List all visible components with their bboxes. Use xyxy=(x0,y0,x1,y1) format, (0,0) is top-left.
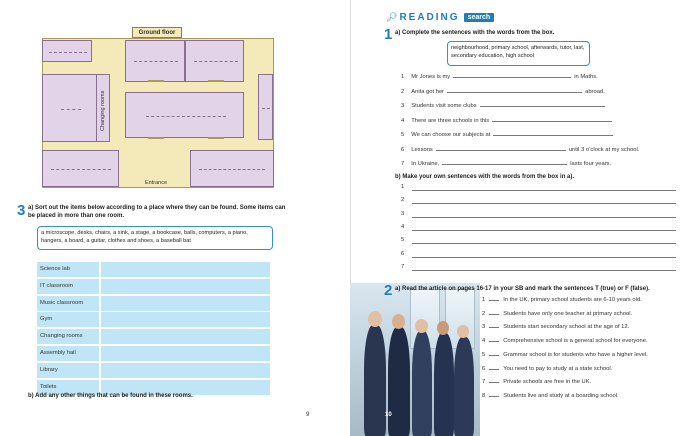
sentence-start: Mr Jones is my xyxy=(411,74,451,80)
statement-text: In the UK, primary school students are 6-10 years old. xyxy=(503,297,642,303)
tf-statement xyxy=(482,309,632,317)
statement-number: 8 xyxy=(482,392,486,399)
sentence-end: abroad. xyxy=(585,88,605,95)
plan-room xyxy=(190,150,274,187)
sentence-end: in Maths. xyxy=(574,74,598,80)
room-answer-field[interactable] xyxy=(101,346,270,361)
tf-statement xyxy=(482,322,629,330)
own-line-number: 3 xyxy=(401,210,405,217)
room-row xyxy=(37,262,270,277)
room-label: Science lab xyxy=(37,262,99,277)
tf-answer-blank[interactable] xyxy=(489,350,499,356)
tf-answer-blank[interactable] xyxy=(489,309,499,315)
exercise-3-instruction-b: b) Add any other things that can be found in these rooms. xyxy=(28,393,193,399)
statement-number: 4 xyxy=(482,338,486,345)
plan-room xyxy=(185,40,244,82)
statement-text: Students start secondary school at the age of 12. xyxy=(503,324,630,331)
tf-answer-blank[interactable] xyxy=(489,377,499,383)
room-answer-field[interactable] xyxy=(101,363,270,378)
own-sentence-line[interactable] xyxy=(412,243,676,244)
sentence-start: Lessons xyxy=(411,146,433,153)
room-label: Assembly hall xyxy=(37,346,99,361)
ex1-sentence xyxy=(401,101,608,109)
statement-text: Grammar school is for students who have a higher level. xyxy=(503,351,648,358)
ex1-sentence xyxy=(401,145,639,153)
plan-room xyxy=(258,74,273,140)
magnifier-icon: 🔎︎ xyxy=(386,12,398,22)
room-answer-field[interactable] xyxy=(101,296,270,311)
statement-text: Private schools are free in the UK. xyxy=(503,379,592,386)
own-line-number: 6 xyxy=(401,250,405,257)
own-line-number: 2 xyxy=(401,197,405,204)
room-label: Toilets xyxy=(37,380,99,395)
plan-door xyxy=(148,80,164,82)
plan-door xyxy=(208,137,224,139)
sentence-end: lasts four years. xyxy=(570,161,612,167)
own-line-number: 4 xyxy=(401,223,405,230)
exercise-1-number: 1 xyxy=(384,26,393,43)
sentence-start: Students visit some clubs xyxy=(411,103,477,109)
entrance-label: Entrance xyxy=(145,180,168,186)
plan-door xyxy=(148,137,164,139)
statement-text: Students have only one teacher at primary school. xyxy=(503,310,633,317)
statement-number: 2 xyxy=(482,310,486,317)
sentence-start: In Ukraine, xyxy=(411,161,440,167)
plan-room xyxy=(125,40,185,82)
own-sentence-line[interactable] xyxy=(412,190,676,191)
sentence-number: 4 xyxy=(401,117,405,124)
own-line-number: 5 xyxy=(401,237,405,244)
ex1-sentence xyxy=(401,159,611,167)
word-box: neighbourhood, primary school, afterwards, tutor, last, secondary education, high school xyxy=(447,41,590,66)
students-photo xyxy=(350,283,480,436)
statement-text: Students live and study at a boarding school. xyxy=(503,392,619,399)
room-label: IT classroom xyxy=(37,279,99,294)
tf-statement xyxy=(482,295,642,303)
page-number-right: 10 xyxy=(385,412,392,418)
search-tag: search xyxy=(464,13,495,22)
tf-answer-blank[interactable] xyxy=(489,322,499,328)
sentence-blank[interactable] xyxy=(492,116,612,122)
sentence-number: 5 xyxy=(401,132,405,138)
room-row xyxy=(37,329,270,344)
own-line-number: 1 xyxy=(401,184,405,190)
own-sentence-line[interactable] xyxy=(412,270,676,271)
rooms-table xyxy=(37,262,270,396)
sentence-blank[interactable] xyxy=(442,159,567,165)
tf-statement xyxy=(482,336,648,344)
statement-number: 6 xyxy=(482,365,486,372)
plan-room xyxy=(125,92,244,138)
own-sentence-line[interactable] xyxy=(412,230,676,231)
ex1-sentence xyxy=(401,87,605,95)
tf-statement xyxy=(482,364,612,372)
statement-number: 7 xyxy=(482,379,486,386)
reading-search-header xyxy=(386,12,494,23)
room-row xyxy=(37,296,270,311)
sentence-number: 3 xyxy=(401,103,405,109)
room-answer-field[interactable] xyxy=(101,262,270,277)
room-label: Gym xyxy=(37,312,99,327)
tf-answer-blank[interactable] xyxy=(489,364,499,370)
sentence-number: 6 xyxy=(401,146,405,153)
room-label: Changing rooms xyxy=(37,329,99,344)
sentence-blank[interactable] xyxy=(453,72,571,78)
room-label: Library xyxy=(37,363,99,378)
room-row xyxy=(37,363,270,378)
statement-text: You need to pay to study at a state school. xyxy=(503,365,613,372)
own-sentence-line[interactable] xyxy=(412,203,676,204)
exercise-1-instruction-a: a) Complete the sentences with the words from the box. xyxy=(395,30,555,36)
statement-text: Comprehensive school is a general school for everyone. xyxy=(503,338,648,345)
exercise-1-instruction-b: b) Make your own sentences with the words from the box in a). xyxy=(395,174,575,180)
items-box: a microscope, desks, chairs, a sink, a stage, a bookcase, balls, computers, a piano, hangers, a board, a guitar, clothes and shoes, a baseball bat xyxy=(37,226,273,250)
plan-room xyxy=(42,150,119,187)
ex1-sentence xyxy=(401,72,598,80)
statement-number: 1 xyxy=(482,297,486,303)
room-answer-field[interactable] xyxy=(101,312,270,327)
sentence-blank[interactable] xyxy=(436,145,566,151)
own-sentence-line[interactable] xyxy=(412,257,676,258)
room-row xyxy=(37,279,270,294)
own-line-number: 7 xyxy=(401,263,405,270)
tf-answer-blank[interactable] xyxy=(489,336,499,342)
sentence-number: 7 xyxy=(401,161,405,167)
own-sentence-line[interactable] xyxy=(412,217,676,218)
room-answer-field[interactable] xyxy=(101,279,270,294)
room-answer-field[interactable] xyxy=(101,329,270,344)
exercise-2-instruction: a) Read the article on pages 16-17 in your SB and mark the sentences T (true) or F (false). xyxy=(395,286,650,292)
page-number-left: 9 xyxy=(306,412,310,418)
sentence-blank[interactable] xyxy=(493,130,613,136)
room-row xyxy=(37,346,270,361)
statement-number: 5 xyxy=(482,351,486,358)
sentence-start: Anita got her xyxy=(411,88,445,95)
plan-room xyxy=(42,74,97,142)
sentence-blank[interactable] xyxy=(480,101,605,107)
changing-rooms-label: Changing rooms xyxy=(100,90,106,132)
tf-statement xyxy=(482,377,591,385)
sentence-number: 1 xyxy=(401,74,405,80)
tf-answer-blank[interactable] xyxy=(489,391,499,397)
tf-statement xyxy=(482,350,648,358)
sentence-blank[interactable] xyxy=(447,87,582,93)
tf-answer-blank[interactable] xyxy=(489,295,499,301)
room-row xyxy=(37,312,270,327)
ex1-sentence xyxy=(401,116,615,124)
exercise-3-number: 3 xyxy=(17,202,26,219)
sentence-end: until 3 o’clock at my school. xyxy=(568,146,640,153)
ex1-sentence xyxy=(401,130,616,138)
sentence-start: There are three schools in this xyxy=(411,117,490,124)
sentence-number: 2 xyxy=(401,88,405,95)
reading-word: READING xyxy=(399,12,460,23)
plan-door xyxy=(208,80,224,82)
floor-plan-title: Ground floor xyxy=(132,27,182,38)
tf-statement xyxy=(482,391,619,399)
sentence-start: We can choose our subjects at xyxy=(411,132,491,138)
room-label: Music classroom xyxy=(37,296,99,311)
exercise-2-number: 2 xyxy=(384,282,393,299)
exercise-3-instruction-a: a) Sort out the items below according to a place where they can be found. Some items can be placed in more than one room. xyxy=(28,205,286,219)
plan-room xyxy=(42,40,92,62)
statement-number: 3 xyxy=(482,324,486,331)
